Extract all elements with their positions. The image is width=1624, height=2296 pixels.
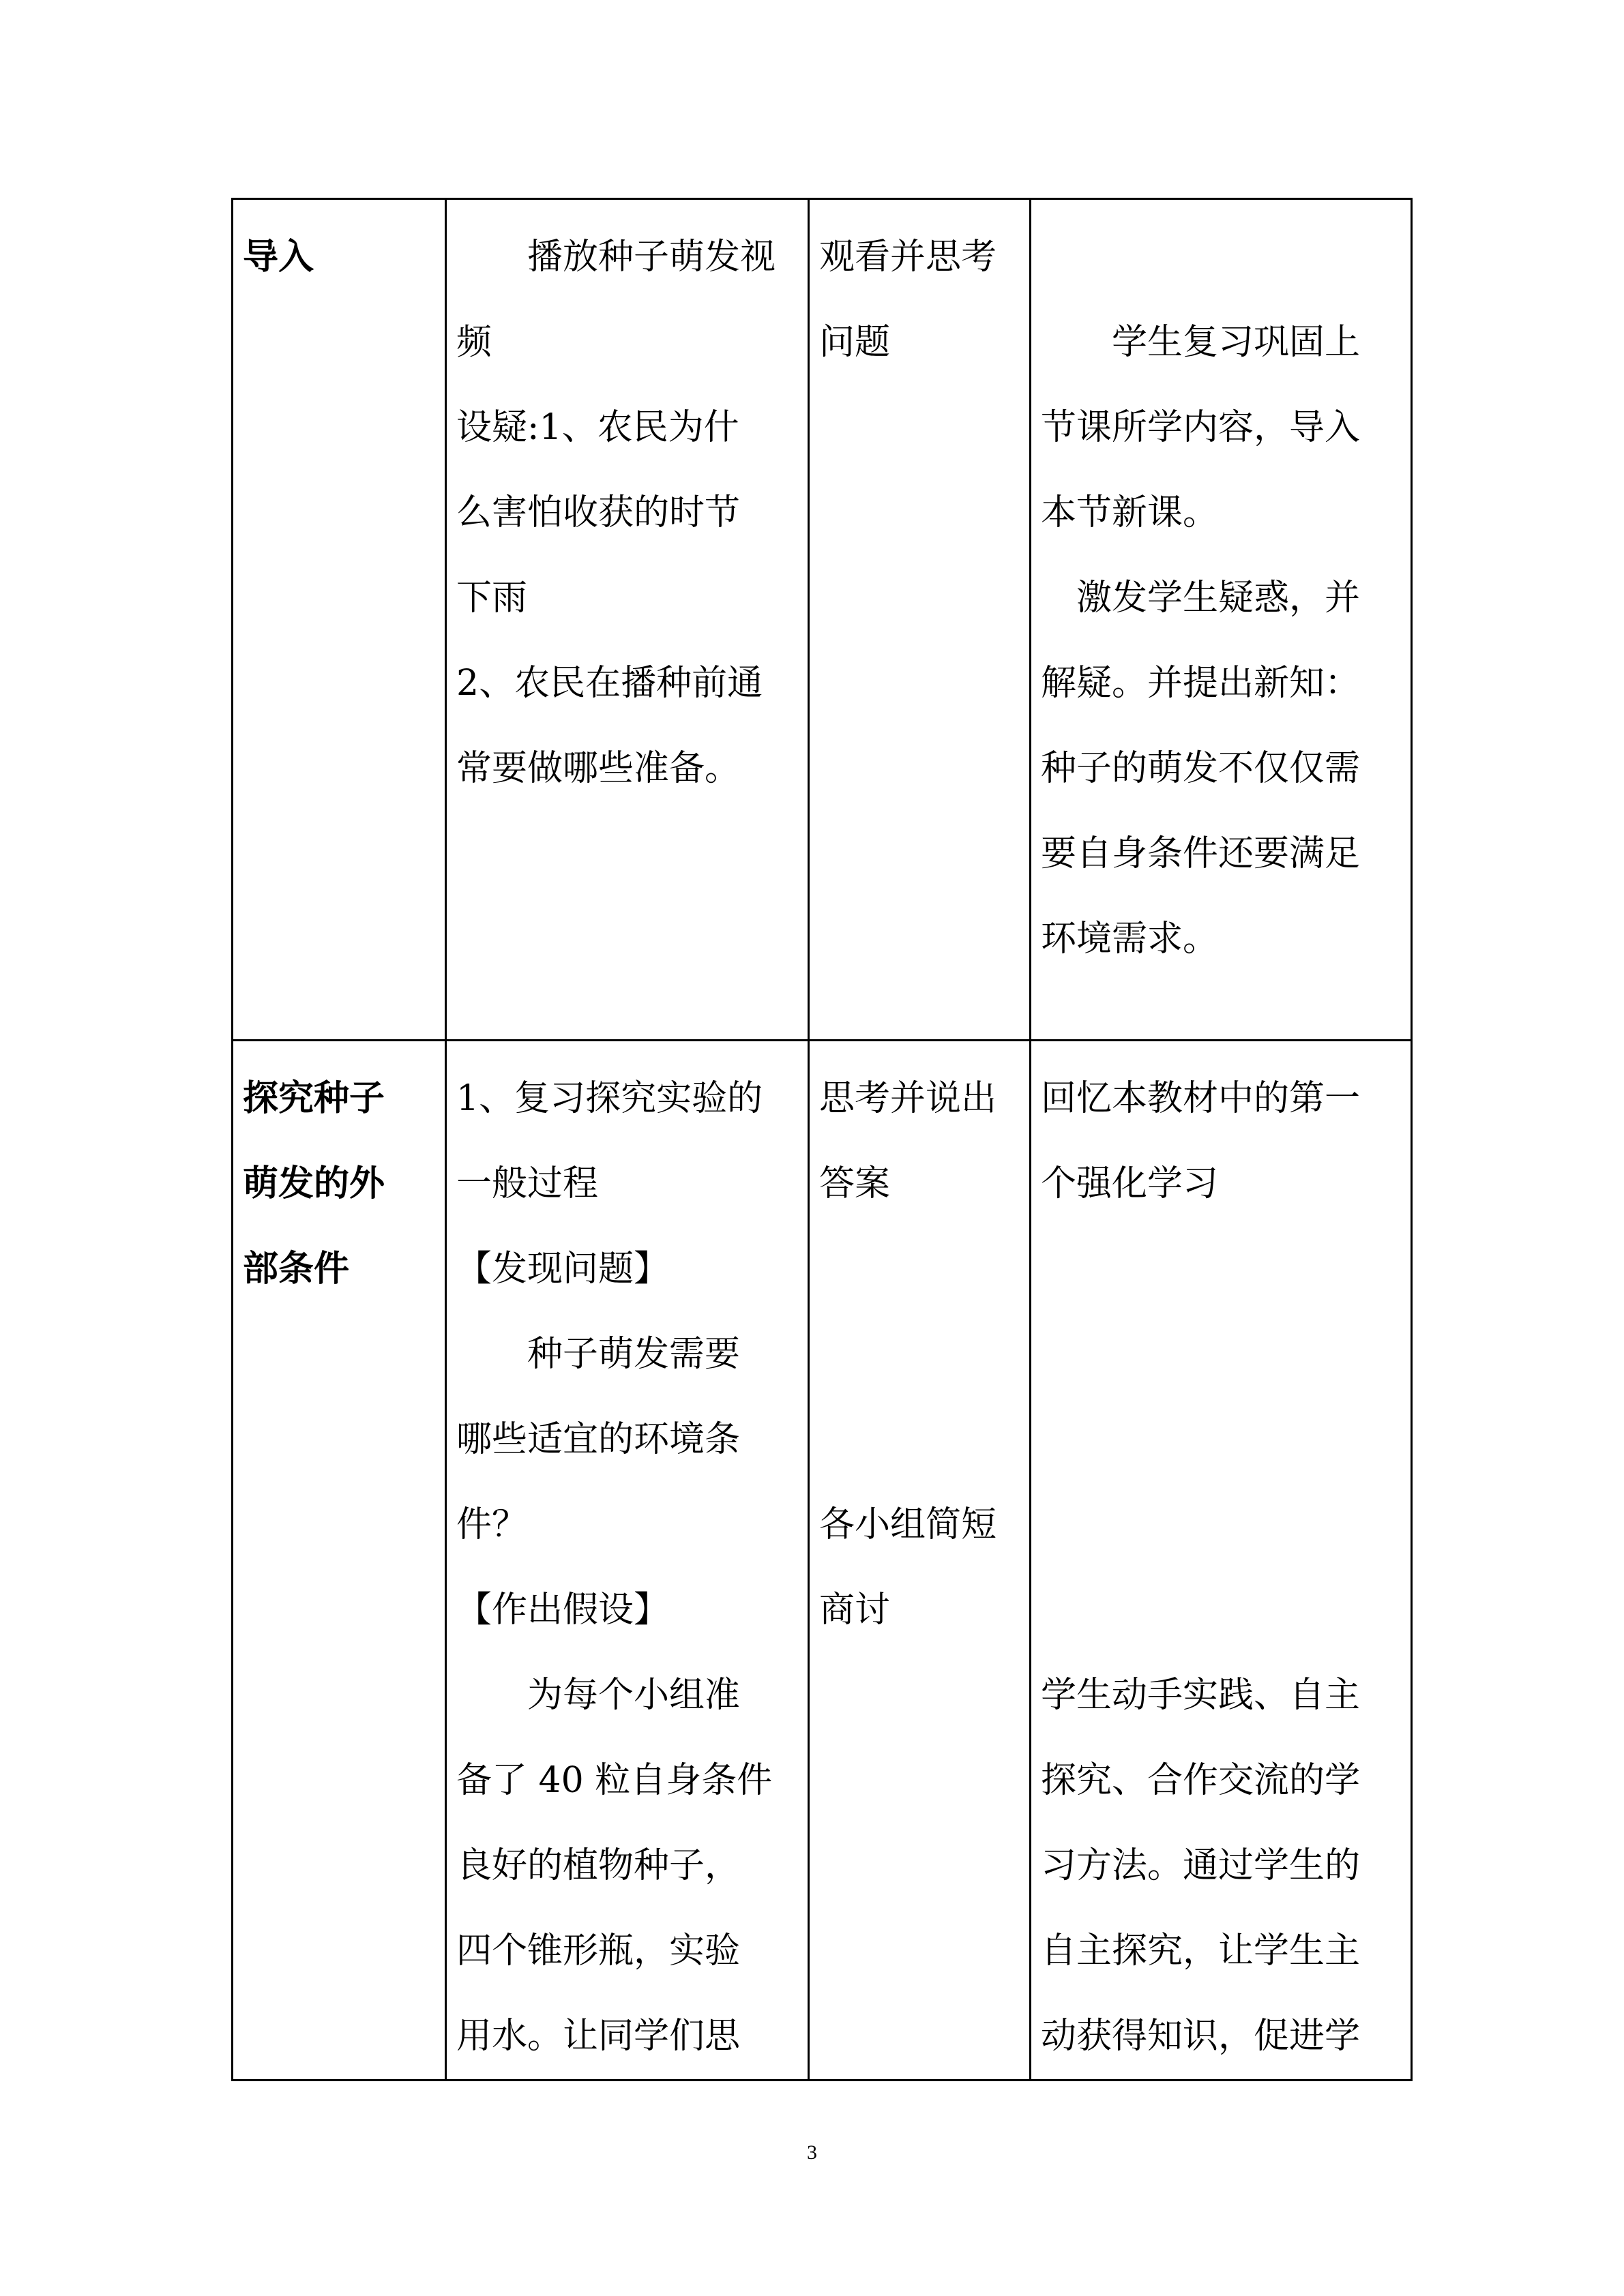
text-line: 常要做哪些准备。 — [456, 748, 741, 789]
blank-line — [819, 1397, 1020, 1482]
blank-line — [1041, 1397, 1401, 1482]
blank-line — [819, 1312, 1020, 1397]
text-line: 问题 — [819, 322, 891, 363]
text-line: 下雨 — [456, 578, 528, 618]
lesson-plan-table — [231, 198, 1413, 2081]
text-line: 激发学生疑惑，并 — [1041, 578, 1361, 618]
text-line: 备了 40 粒自身条件 — [456, 1760, 773, 1801]
text-line: 习方法。通过学生的 — [1041, 1845, 1361, 1886]
text-line: 观看并思考 — [819, 237, 997, 278]
text-line: 2、农民在播种前通 — [456, 663, 763, 704]
text-line: 播放种子萌发视 — [456, 237, 776, 278]
blank-line — [1041, 1568, 1401, 1653]
blank-line — [1041, 215, 1401, 300]
stage-cell — [233, 1041, 446, 2081]
text-line: 良好的植物种子， — [456, 1845, 741, 1886]
design-intent-cell — [1031, 199, 1412, 1041]
text-line: 件？ — [456, 1504, 528, 1545]
text-line: 1、复习探究实验的 — [456, 1078, 763, 1119]
text-line: 用水。让同学们思 — [456, 2016, 741, 2057]
text-line: 么害怕收获的时节 — [456, 492, 741, 533]
text-line: 为每个小组准 — [456, 1675, 741, 1716]
text-line: 节课所学内容，导入 — [1041, 407, 1361, 448]
text-line: 各小组简短 — [819, 1504, 997, 1545]
design-intent-cell — [1031, 1041, 1412, 2081]
text-line: 解疑。并提出新知： — [1041, 663, 1361, 704]
blank-line — [1041, 1312, 1401, 1397]
table-row — [233, 1041, 1412, 2081]
text-line: 思考并说出 — [819, 1078, 997, 1119]
blank-line — [819, 1227, 1020, 1312]
text-line: 回忆本教材中的第一 — [1041, 1078, 1361, 1119]
stage-title: 导入 — [243, 237, 314, 278]
text-line: 设疑:1、农民为什 — [456, 407, 739, 448]
text-line: 学生动手实践、自主 — [1041, 1675, 1361, 1716]
stage-cell — [233, 199, 446, 1041]
stage-title: 萌发的外 — [243, 1163, 385, 1204]
stage-title: 部条件 — [243, 1249, 350, 1289]
text-line: 四个锥形瓶，实验 — [456, 1930, 741, 1971]
page-number: 3 — [807, 2141, 817, 2164]
blank-line — [1041, 1482, 1401, 1568]
student-activity-cell — [809, 199, 1031, 1041]
text-line: 要自身条件还要满足 — [1041, 833, 1361, 874]
text-line: 自主探究，让学生主 — [1041, 1930, 1361, 1971]
text-line: 哪些适宜的环境条 — [456, 1419, 741, 1460]
text-line: 商讨 — [819, 1590, 891, 1630]
text-line: 本节新课。 — [1041, 492, 1219, 533]
text-line: 【发现问题】 — [456, 1249, 670, 1289]
text-line: 环境需求。 — [1041, 919, 1219, 959]
text-line: 种子萌发需要 — [456, 1334, 741, 1375]
blank-line — [1041, 1227, 1401, 1312]
text-line: 频 — [456, 322, 492, 363]
text-line: 答案 — [819, 1163, 891, 1204]
text-line: 【作出假设】 — [456, 1590, 670, 1630]
table-row — [233, 199, 1412, 1041]
teacher-activity-cell — [446, 199, 809, 1041]
stage-title: 探究种子 — [243, 1078, 385, 1119]
teacher-activity-cell — [446, 1041, 809, 2081]
text-line: 一般过程 — [456, 1163, 599, 1204]
text-line: 个强化学习 — [1041, 1163, 1219, 1204]
text-line: 学生复习巩固上 — [1041, 322, 1361, 363]
text-line: 探究、合作交流的学 — [1041, 1760, 1361, 1801]
text-line: 动获得知识，促进学 — [1041, 2016, 1361, 2057]
text-line: 种子的萌发不仅仅需 — [1041, 748, 1361, 789]
student-activity-cell — [809, 1041, 1031, 2081]
